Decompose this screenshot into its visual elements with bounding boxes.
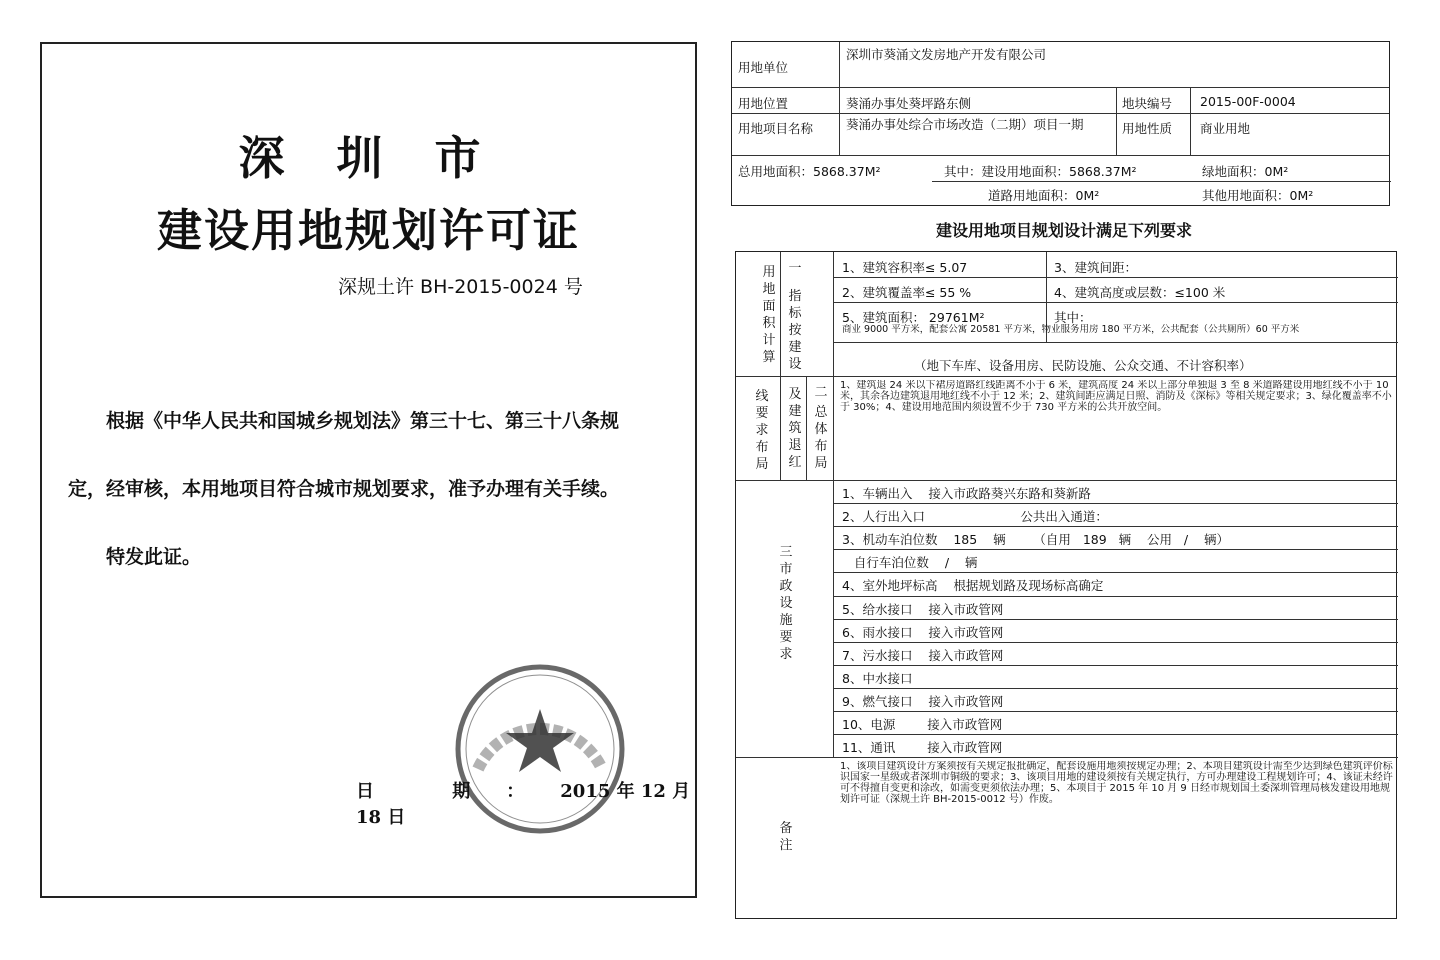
certificate-title-city: 深 圳 市 xyxy=(238,131,499,185)
municipal-row-divider xyxy=(833,711,1398,712)
coverage-item: 2、建筑覆盖率≤ 55 % xyxy=(842,285,972,300)
height-item: 4、建筑高度或层数：≤100 米 xyxy=(1054,285,1226,300)
municipal-item: 11、通讯 接入市政管网 xyxy=(842,740,1003,756)
section2-text: 1、建筑退 24 米以下裙房道路红线距离不小于 6 米，建筑高度 24 米以上部分单独退 3 至 8 米道路建设用地红线不小于 10 米，其余各边建筑退用地红线不小于 12 米；2、建筑间距应满足日照、消防及《深标》等相关规定要求；3、绿化覆盖率不小于 30%；4、建设用地范围内须设置不少于 730 平方米的公共开放空间。 xyxy=(840,380,1392,413)
municipal-row-divider xyxy=(833,572,1398,573)
municipal-row-divider xyxy=(833,734,1398,735)
municipal-row-divider xyxy=(833,688,1398,689)
section1-number: 一 xyxy=(788,261,802,276)
municipal-row-divider xyxy=(833,596,1398,597)
certificate-paragraph-1: 根据《中华人民共和国城乡规划法》第三十七、第三十八条规 xyxy=(106,410,620,432)
section2-title-2: 及建筑退红 xyxy=(788,387,802,470)
municipal-item: 5、给水接口 接入市政管网 xyxy=(842,601,1004,617)
municipal-row-divider xyxy=(833,665,1398,666)
issue-date-value: 2015 年 12 月 18 日 xyxy=(356,781,691,828)
spacing-item: 3、建筑间距： xyxy=(1054,260,1137,275)
municipal-item: 8、中水接口 xyxy=(842,670,913,686)
nature-value: 商业用地 xyxy=(1200,121,1251,136)
gfa-item: 5、建筑面积： 29761M² xyxy=(842,310,985,325)
notes-side-label: 备注 xyxy=(779,821,793,853)
requirements-table xyxy=(735,251,1397,919)
nature-label: 用地性质 xyxy=(1122,121,1173,136)
land-info-table xyxy=(731,41,1390,206)
section2-side-label: 线要求布局 xyxy=(755,389,769,472)
section1-title: 指标按建设 xyxy=(788,289,802,372)
unit-label: 用地单位 xyxy=(738,60,789,75)
municipal-item: 3、机动车泊位数 185 辆 （自用 189 辆 公用 / 辆） xyxy=(842,532,1230,548)
far-item: 1、建筑容积率≤ 5.07 xyxy=(842,260,968,275)
certificate-title: 建设用地规划许可证 xyxy=(156,204,580,257)
project-value: 葵涌办事处综合市场改造（二期）项目一期 xyxy=(846,117,1084,132)
issue-date xyxy=(356,777,695,829)
municipal-item: 9、燃气接口 接入市政管网 xyxy=(842,693,1004,709)
municipal-column-divider xyxy=(833,480,834,757)
section2-number: 二 xyxy=(814,385,828,400)
section1-side-label: 用地面积计算 xyxy=(762,265,776,365)
municipal-row-divider xyxy=(833,526,1398,527)
certificate-number: 深规土许 BH-2015-0024 号 xyxy=(338,276,583,298)
section2-title-1: 总体布局 xyxy=(814,405,828,471)
total-area: 总用地面积：5868.37M² xyxy=(738,164,881,179)
gfa-detail: 商业 9000 平方米，配套公寓 20581 平方米，物业服务用房 180 平方米，公共配套（公共厕所）60 平方米 xyxy=(842,324,1300,335)
municipal-item: 10、电源 接入市政管网 xyxy=(842,717,1003,732)
location-value: 葵涌办事处葵坪路东侧 xyxy=(846,96,972,111)
other-area: 其他用地面积：0M² xyxy=(1202,188,1314,203)
municipal-row-divider xyxy=(833,757,1398,758)
municipal-item: 6、雨水接口 接入市政管网 xyxy=(842,624,1004,640)
municipal-item: 自行车泊位数 / 辆 xyxy=(842,555,978,571)
municipal-row-divider xyxy=(833,549,1398,550)
location-label: 用地位置 xyxy=(738,96,789,111)
issue-date-label: 日 期： xyxy=(356,781,561,802)
municipal-item: 1、车辆出入 接入市政路葵兴东路和葵新路 xyxy=(842,486,1091,501)
municipal-item: 7、污水接口 接入市政管网 xyxy=(842,647,1004,663)
municipal-item: 2、人行出入口 公共出入通道： xyxy=(842,509,1108,525)
build-area: 其中：建设用地面积：5868.37M² xyxy=(944,164,1137,179)
requirements-title: 建设用地项目规划设计满足下列要求 xyxy=(935,221,1192,240)
municipal-row-divider xyxy=(833,619,1398,620)
gfa-exclusions: （地下车库、设备用房、民防设施、公众交通、不计容积率） xyxy=(914,358,1252,373)
municipal-row-divider xyxy=(833,642,1398,643)
certificate-paragraph-3: 特发此证。 xyxy=(106,546,202,568)
section3-side-label: 三市政设施要求 xyxy=(779,545,793,662)
certificate-paragraph-2: 定，经审核，本用地项目符合城市规划要求，准予办理有关手续。 xyxy=(68,478,620,500)
green-area: 绿地面积：0M² xyxy=(1202,164,1289,179)
notes-text: 1、该项目建筑设计方案须按有关规定报批确定，配套设施用地须按规定办理；2、本项目建筑设计需至少达到绿色建筑评价标识国家一星级或者深圳市铜级的要求；3、该项目用地的建设须按有关规定执行，方可办理建设工程规划许可；4、该证未经许可不得擅自变更和涂改，如需变更须依法办理；5、本项目于 2015 年 10 月 9 日经市规划国土委深圳管理局核发建设用地规划许可证（深规土许 BH-2015-0012 号）作废。 xyxy=(840,761,1393,805)
gfa-of-which: 其中： xyxy=(1054,310,1092,325)
certificate-page xyxy=(40,42,697,898)
parcel-label: 地块编号 xyxy=(1122,96,1173,111)
unit-value: 深圳市葵涌文发房地产开发有限公司 xyxy=(846,47,1047,62)
road-area: 道路用地面积：0M² xyxy=(988,188,1100,203)
project-label: 用地项目名称 xyxy=(738,121,814,136)
municipal-row-divider xyxy=(833,503,1398,504)
municipal-item: 4、室外地坪标高 根据规划路及现场标高确定 xyxy=(842,578,1104,594)
parcel-value: 2015-00F-0004 xyxy=(1200,94,1296,109)
